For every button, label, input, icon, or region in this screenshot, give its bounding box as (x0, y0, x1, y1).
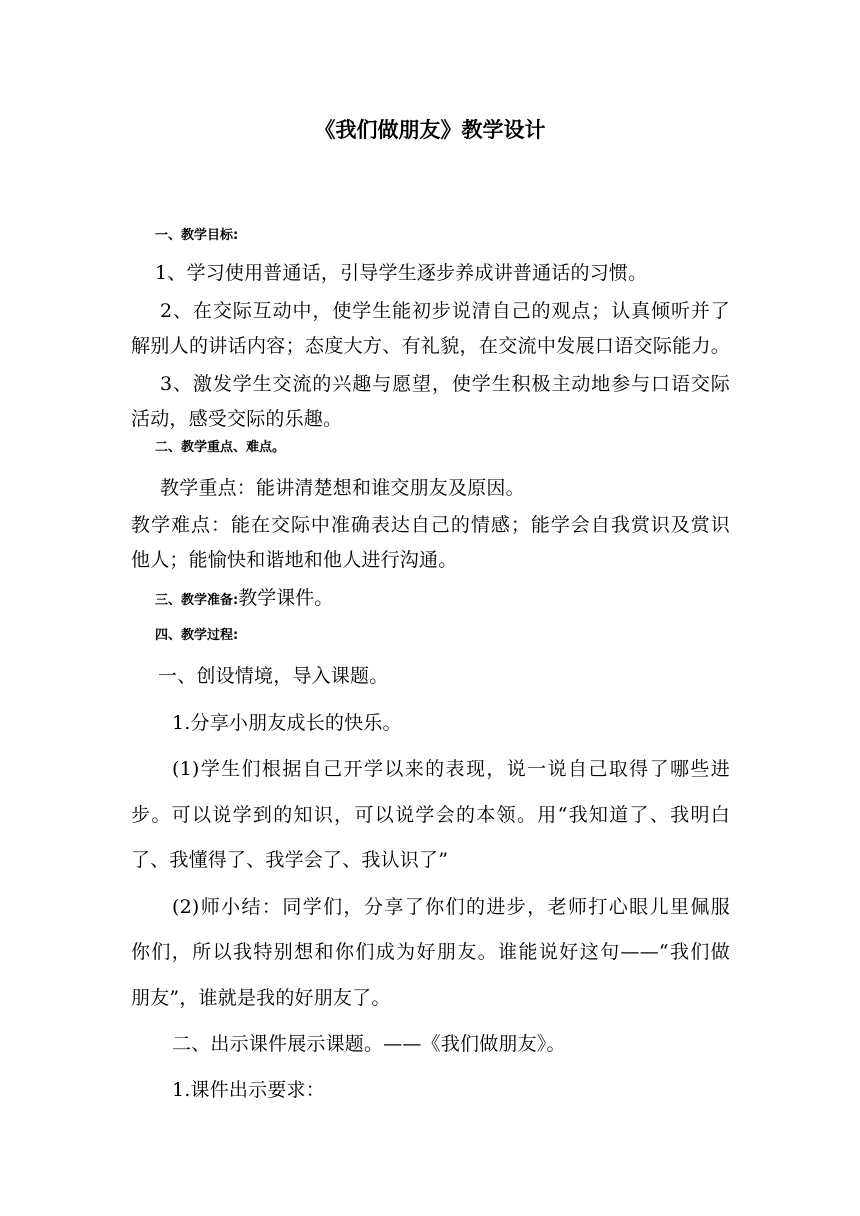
section-heading-process: 四、教学过程: (155, 628, 239, 643)
section-heading-preparation (155, 588, 333, 611)
difficulty-line-1: 教学难点：能在交际中准确表达自己的情感；能学会自我赏识及赏识 (131, 514, 730, 536)
preparation-content: 教学课件。 (238, 587, 334, 609)
paragraph-2-line-3: 朋友”，谁就是我的好朋友了。 (131, 987, 391, 1009)
objective-item-1: 1、学习使用普通话，引导学生逐步养成讲普通话的习惯。 (155, 262, 648, 284)
section-heading-key-points: 二、教学重点、难点。 (155, 440, 286, 455)
step-1-sub-1: 1.分享小朋友成长的快乐。 (172, 712, 402, 734)
step-1-title: 一、创设情境，导入课题。 (158, 665, 389, 687)
preparation-label: 三、教学准备: (155, 593, 239, 608)
difficulty-line-2: 他人；能愉快和谐地和他人进行沟通。 (131, 549, 458, 571)
objective-item-3-line-1: 3、激发学生交流的兴趣与愿望，使学生积极主动地参与口语交际 (160, 373, 730, 395)
paragraph-1-line-2: 步。可以说学到的知识，可以说学会的本领。用“我知道了、我明白 (131, 804, 730, 826)
paragraph-2-line-2: 你们，所以我特别想和你们成为好朋友。谁能说好这句——“我们做 (131, 941, 730, 963)
objective-item-3-line-2: 活动，感受交际的乐趣。 (131, 408, 343, 430)
paragraph-1-line-1: (1)学生们根据自己开学以来的表现，说一说自己取得了哪些进 (172, 758, 730, 780)
objective-item-2-line-1: 2、在交际互动中，使学生能初步说清自己的观点；认真倾听并了 (160, 300, 730, 322)
step-2-sub-1: 1.课件出示要求： (172, 1079, 325, 1101)
paragraph-2-line-1: (2)师小结：同学们，分享了你们的进步，老师打心眼儿里佩服 (172, 896, 730, 918)
document-title: 《我们做朋友》教学设计 (314, 117, 546, 142)
key-point-text: 教学重点：能讲清楚想和谁交朋友及原因。 (160, 477, 525, 499)
step-2-title: 二、出示课件展示课题。——《我们做朋友》。 (172, 1033, 566, 1055)
objective-item-2-line-2: 解别人的讲话内容；态度大方、有礼貌，在交流中发展口语交际能力。 (131, 335, 730, 357)
section-heading-objectives: 一、教学目标: (155, 228, 239, 243)
paragraph-1-line-3: 了、我懂得了、我学会了、我认识了” (131, 849, 449, 871)
